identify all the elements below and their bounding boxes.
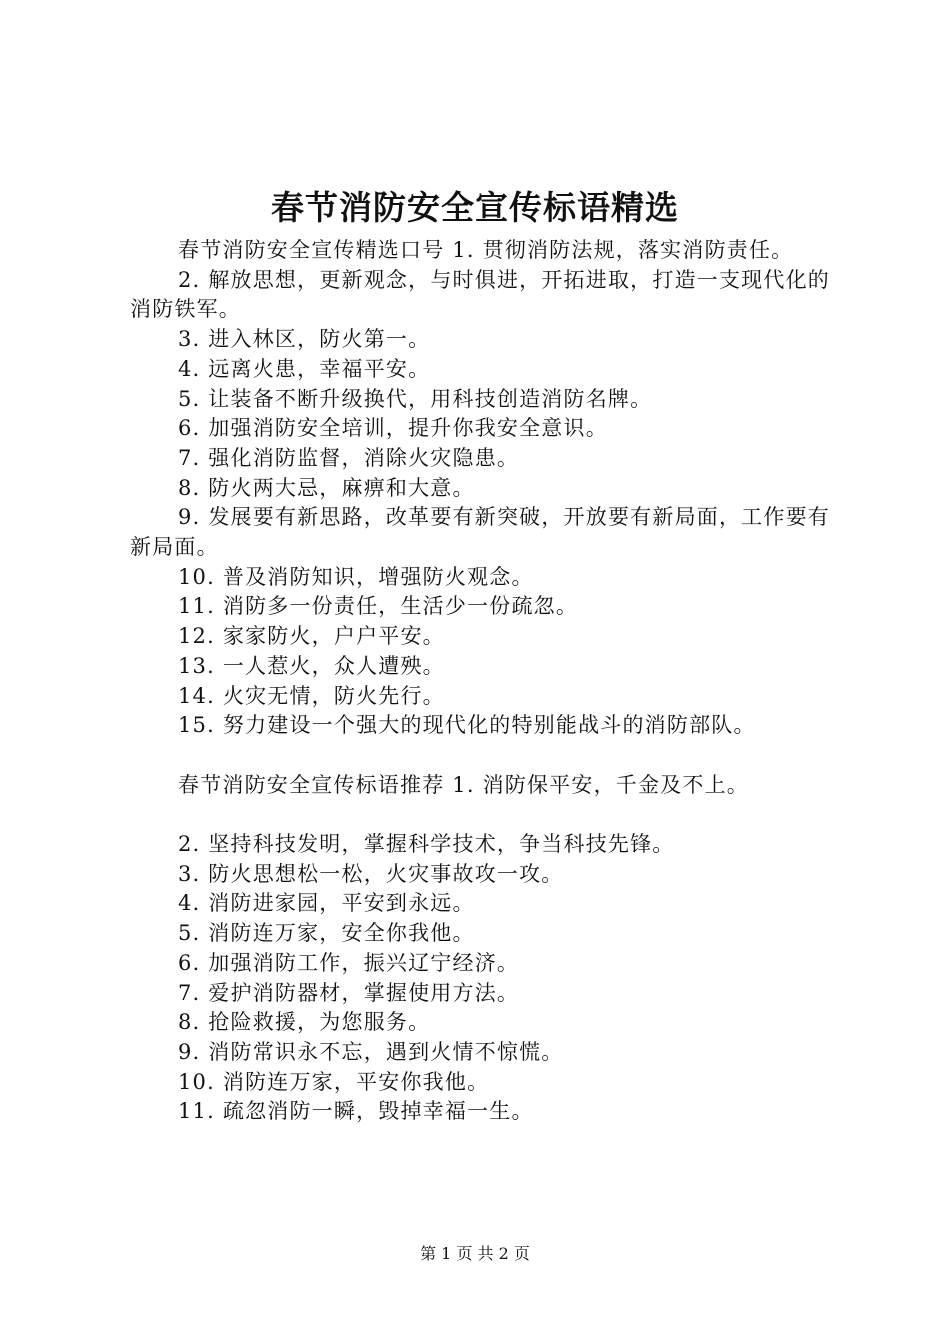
paragraph: 11. 疏忽消防一瞬，毁掉幸福一生。 — [178, 1099, 534, 1124]
document-title: 春节消防安全宣传标语精选 — [271, 188, 679, 227]
paragraph: 9. 发展要有新思路，改革要有新突破，开放要有新局面，工作要有新局面。 — [130, 505, 830, 560]
paragraph-spacer — [130, 741, 830, 771]
paragraph: 3. 进入林区，防火第一。 — [178, 327, 431, 352]
paragraph: 9. 消防常识永不忘，遇到火情不惊慌。 — [178, 1039, 564, 1064]
paragraph: 10. 普及消防知识，增强防火观念。 — [178, 564, 534, 589]
paragraph: 7. 强化消防监督，消除火灾隐患。 — [178, 445, 520, 470]
paragraph: 6. 加强消防安全培训，提升你我安全意识。 — [178, 416, 608, 441]
paragraph: 10. 消防连万家，平安你我他。 — [178, 1069, 490, 1094]
paragraph: 4. 消防进家园，平安到永远。 — [178, 891, 475, 916]
paragraph: 11. 消防多一份责任，生活少一份疏忽。 — [178, 594, 579, 619]
paragraph: 春节消防安全宣传标语推荐 1. 消防保平安，千金及不上。 — [178, 772, 749, 797]
paragraph: 13. 一人惹火，众人遭殃。 — [178, 653, 445, 678]
paragraph: 5. 消防连万家，安全你我他。 — [178, 921, 475, 946]
paragraph: 7. 爱护消防器材，掌握使用方法。 — [178, 980, 520, 1005]
paragraph: 2. 坚持科技发明，掌握科学技术，争当科技先锋。 — [178, 832, 675, 857]
paragraph: 5. 让装备不断升级换代，用科技创造消防名牌。 — [178, 386, 653, 411]
paragraph: 春节消防安全宣传精选口号 1. 贯彻消防法规，落实消防责任。 — [178, 238, 794, 262]
paragraph-spacer — [130, 800, 830, 830]
paragraph: 15. 努力建设一个强大的现代化的特别能战斗的消防部队。 — [178, 713, 756, 738]
document-body — [130, 236, 830, 1127]
paragraph: 2. 解放思想，更新观念，与时俱进，开拓进取，打造一支现代化的消防铁军。 — [130, 267, 830, 322]
paragraph: 8. 抢险救援，为您服务。 — [178, 1010, 431, 1035]
paragraph: 8. 防火两大忌，麻痹和大意。 — [178, 475, 475, 500]
paragraph: 3. 防火思想松一松，火灾事故攻一攻。 — [178, 861, 564, 886]
paragraph: 6. 加强消防工作，振兴辽宁经济。 — [178, 950, 520, 975]
paragraph: 4. 远离火患，幸福平安。 — [178, 356, 431, 381]
page-number-footer: 第 1 页 共 2 页 — [420, 1244, 530, 1263]
paragraph: 12. 家家防火，户户平安。 — [178, 624, 445, 649]
paragraph: 14. 火灾无情，防火先行。 — [178, 683, 445, 708]
